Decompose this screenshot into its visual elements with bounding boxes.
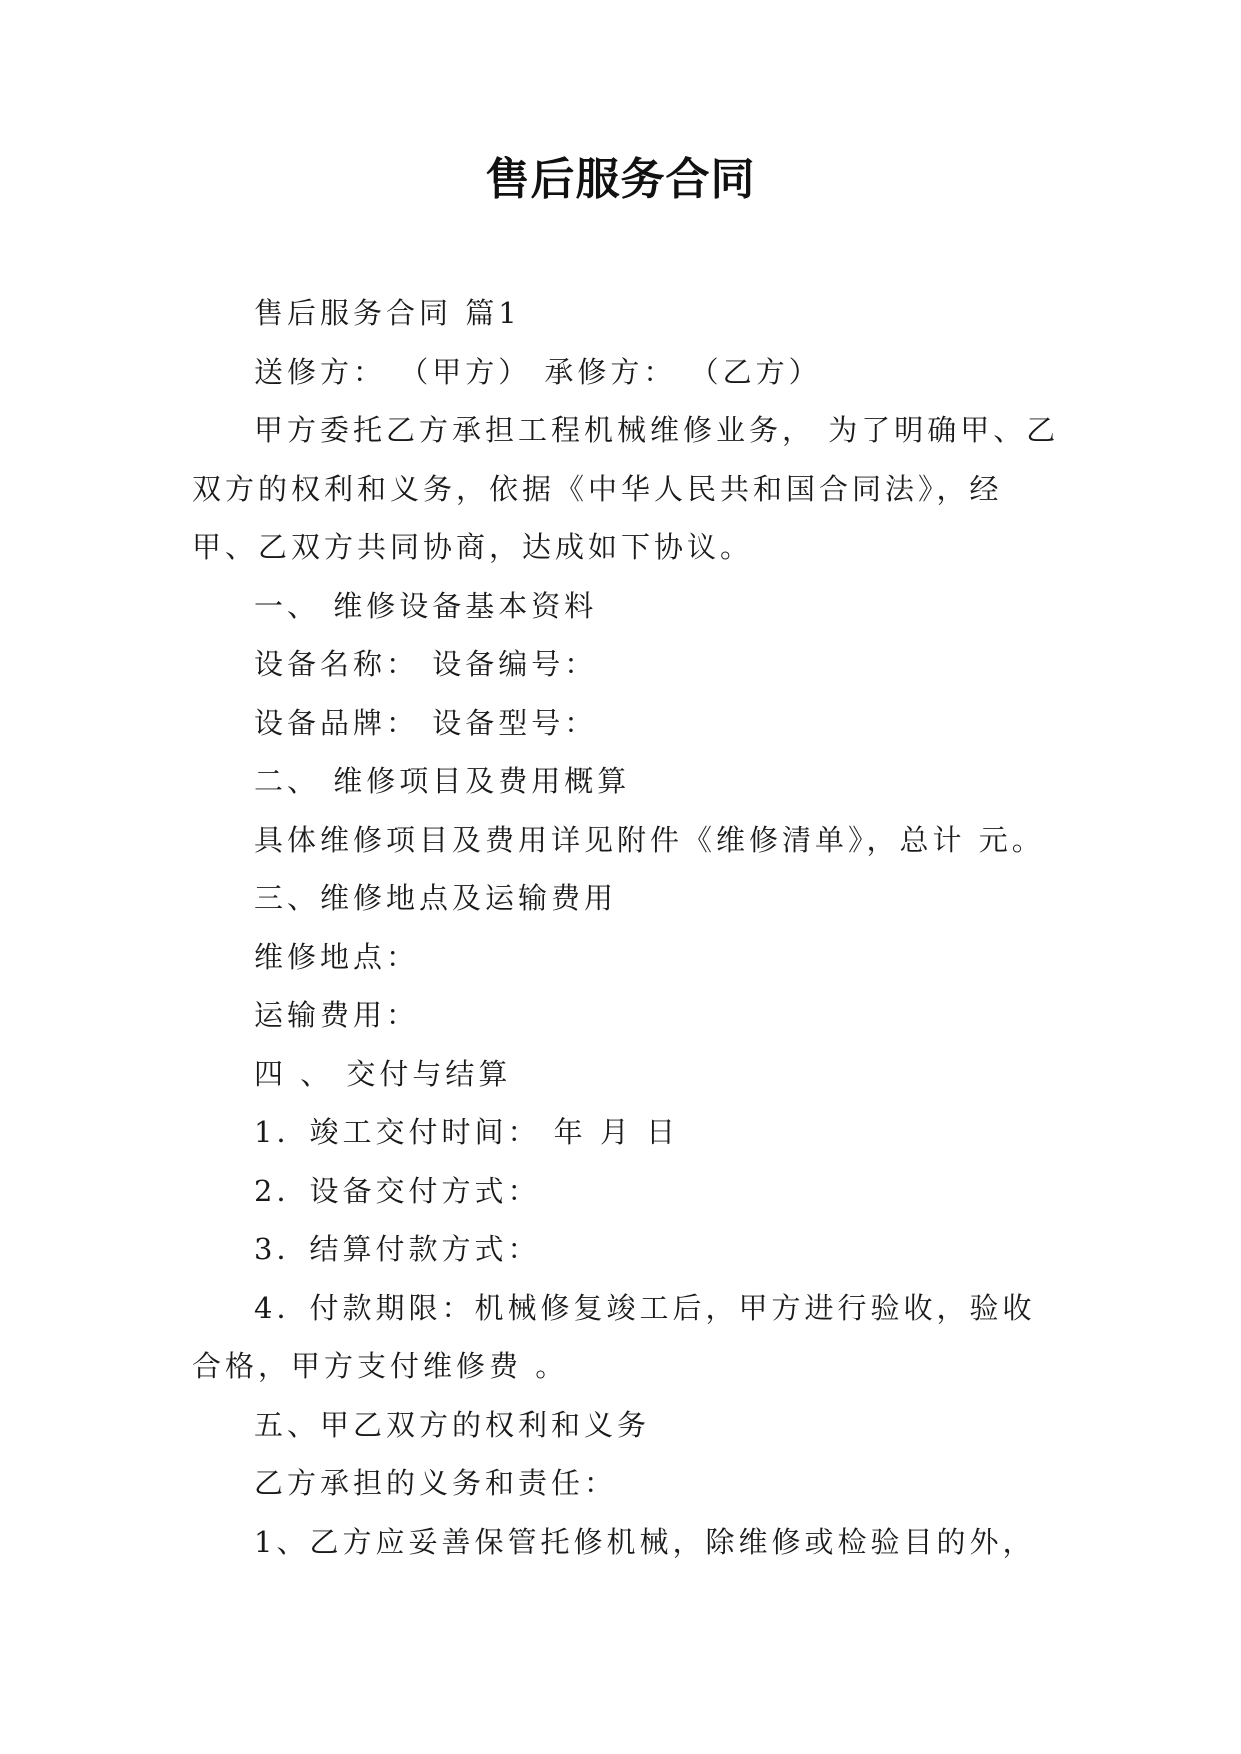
party-b-duties-heading: 乙方承担的义务和责任： xyxy=(254,1466,618,1500)
transport-cost-line: 运输费用： xyxy=(254,998,420,1032)
equipment-name-number-line: 设备名称： 设备编号： xyxy=(254,647,598,681)
clause-heading-3: 三、维修地点及运输费用 xyxy=(254,881,618,915)
settlement-method-line: 3．结算付款方式： xyxy=(254,1232,541,1266)
payment-term-paragraph: 4．付款期限：机械修复竣工后，甲方进行验收，验收合格，甲方支付维修费 。 xyxy=(192,1290,1036,1383)
clause-heading-4: 四 、 交付与结算 xyxy=(254,1056,512,1091)
clause-heading-2: 二、 维修项目及费用概算 xyxy=(254,764,631,798)
clause-heading-1: 一、 维修设备基本资料 xyxy=(254,588,598,623)
intro-paragraph: 甲方委托乙方承担工程机械维修业务， 为了明确甲、乙双方的权利和义务，依据《中华人民共和国合同法》，经甲、乙双方共同协商，达成如下协议。 xyxy=(192,413,1060,564)
parties-line: 送修方： （甲方） 承修方： （乙方） xyxy=(254,354,822,389)
document-title: 售后服务合同 xyxy=(485,154,756,205)
delivery-method-line: 2．设备交付方式： xyxy=(254,1173,541,1208)
repair-cost-line: 具体维修项目及费用详见附件《维修清单》，总计 元。 xyxy=(254,822,1045,857)
clause-heading-5: 五、甲乙双方的权利和义务 xyxy=(254,1407,651,1442)
document-body xyxy=(192,284,1062,1571)
section-heading-part-1: 售后服务合同 篇1 xyxy=(254,296,521,330)
party-b-duty-1: 1、乙方应妥善保管托修机械，除维修或检验目的外， xyxy=(254,1524,1036,1559)
delivery-date-line: 1．竣工交付时间： 年 月 日 xyxy=(254,1115,680,1149)
equipment-brand-model-line: 设备品牌： 设备型号： xyxy=(254,705,598,740)
repair-location-line: 维修地点： xyxy=(254,939,420,974)
